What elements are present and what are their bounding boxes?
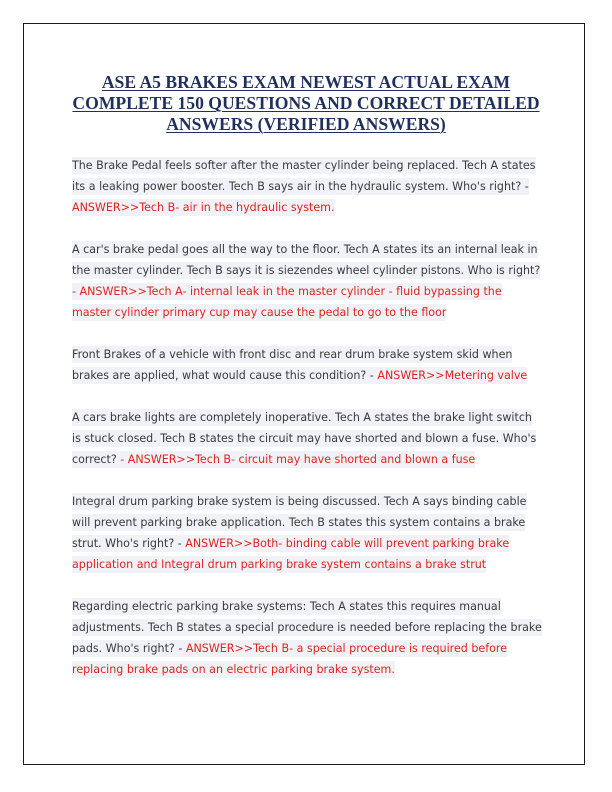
answer-text: ANSWER>>Tech B- air in the hydraulic system.: [72, 201, 335, 214]
qa-item: [72, 344, 544, 386]
qa-item: [72, 491, 544, 575]
answer-text: ANSWER>>Both- binding cable will prevent parking brake application and Integral drum parking brake system contains a brake strut: [72, 537, 510, 571]
qa-item: [72, 239, 544, 323]
qa-item: [72, 155, 544, 218]
question-text: A cars brake lights are completely inoperative. Tech A states the brake light switch is stuck closed. Tech B states the circuit may have shorted and blown a fuse. Who's correct?: [72, 411, 537, 466]
question-text: Integral drum parking brake system is being discussed. Tech A says binding cable will prevent parking brake application. Tech B states this system contains a brake strut. Who's right? -: [72, 495, 527, 550]
question-text: The Brake Pedal feels softer after the master cylinder being replaced. Tech A states its a leaking power booster. Tech B says air in the hydraulic system. Who's right? -: [72, 159, 536, 193]
qa-list: [72, 155, 544, 701]
qa-item: [72, 596, 544, 680]
question-text: Regarding electric parking brake systems: Tech A states this requires manual adjustments. Tech B states a special procedure is needed before replacing the brake pads. Who's right? -: [72, 600, 542, 655]
answer-text: - ANSWER>>Tech B- circuit may have shorted and blown a fuse: [120, 453, 476, 466]
qa-item: [72, 407, 544, 470]
question-text: Front Brakes of a vehicle with front disc and rear drum brake system skid when brakes are applied, what would cause this condition? -: [72, 348, 513, 382]
answer-text: ANSWER>>Metering valve: [377, 369, 528, 382]
question-text: A car's brake pedal goes all the way to the floor. Tech A states its an internal leak in the master cylinder. Tech B says it is siezendes wheel cylinder pistons. Who is right?: [72, 243, 541, 277]
answer-text: ANSWER>>Tech B- a special procedure is required before replacing brake pads on an electric parking brake system.: [72, 642, 508, 676]
document-title: ASE A5 BRAKES EXAM NEWEST ACTUAL EXAM COMPLETE 150 QUESTIONS AND CORRECT DETAILED ANSWERS (VERIFIED ANSWERS): [72, 72, 540, 134]
answer-text: - ANSWER>>Tech A- internal leak in the master cylinder - fluid bypassing the master cylinder primary cup may cause the pedal to go to the floor: [72, 285, 502, 319]
